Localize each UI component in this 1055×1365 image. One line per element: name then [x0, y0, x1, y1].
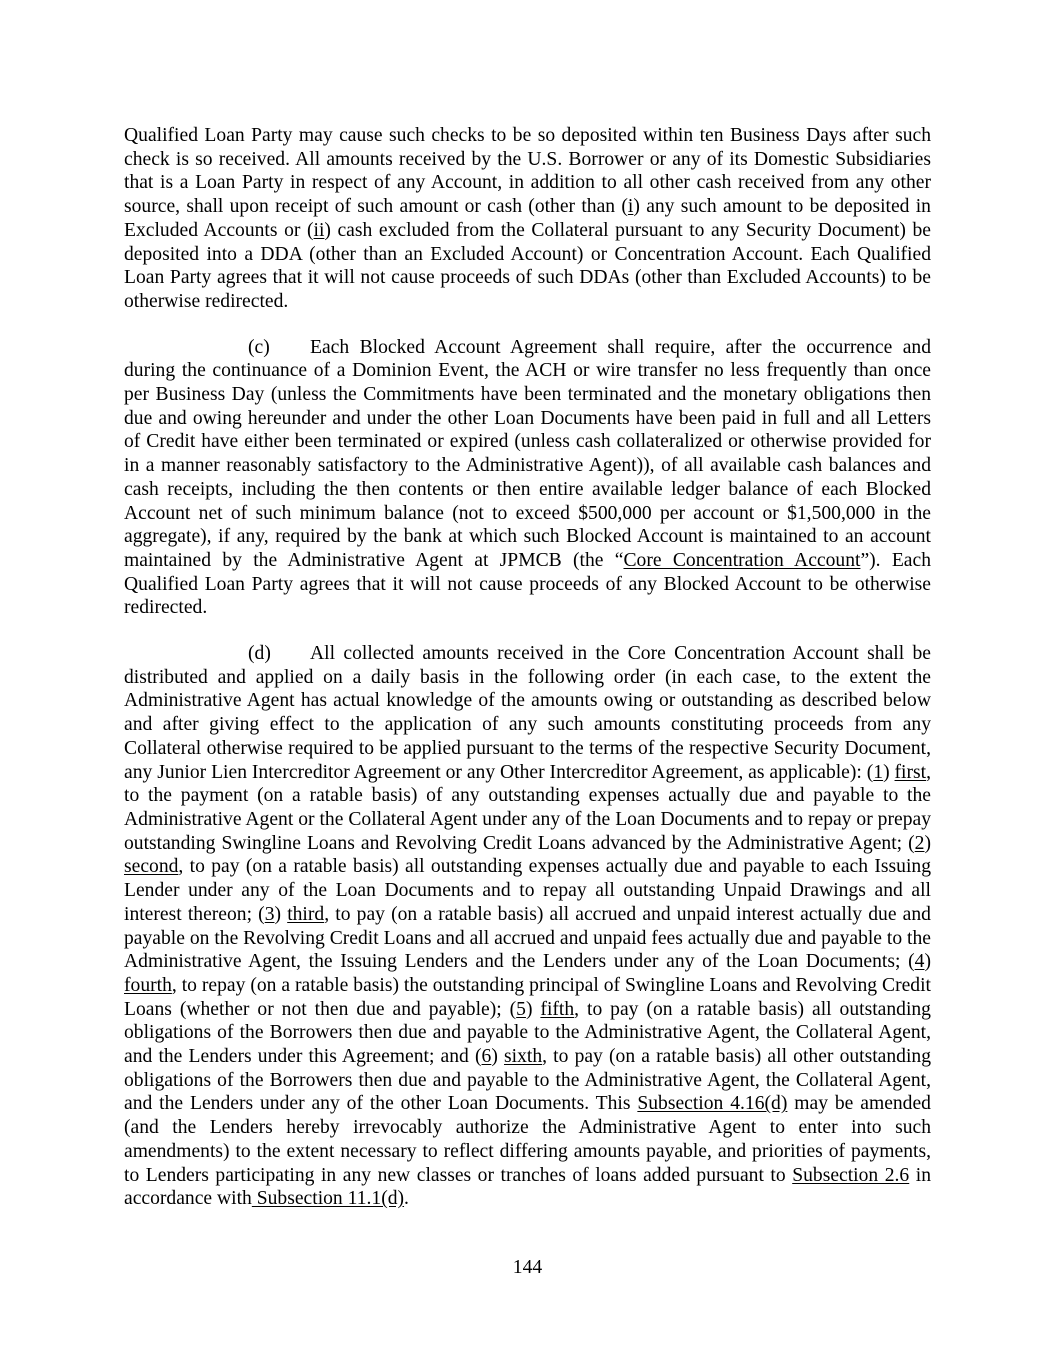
paragraph-continued — [124, 124, 931, 314]
order-word: sixth — [504, 1046, 543, 1068]
text: ) — [883, 761, 895, 783]
text: , to repay (on a ratable basis) the outstanding principal of Swingline Loans and Revolving Credit Loans (whether or not then due and payable); ( — [124, 974, 931, 1020]
paragraph-label: (c) — [248, 336, 270, 358]
item-number: 2 — [914, 832, 925, 854]
subsection-ref: Subsection 2.6 — [792, 1164, 910, 1186]
text: ) — [491, 1046, 505, 1068]
text: , to pay (on a ratable basis) all other outstanding obligations of the Borrowers then due and payable to the Administrative Agent, the Collateral Agent, and the Lenders under any of the other Loan Documents. This — [124, 1046, 932, 1115]
text: , to pay (on a ratable basis) all outstanding expenses actually due and payable to each Issuing Lender under any of the Loan Documents and to repay all outstanding Unpaid Drawings and all interest thereon; ( — [124, 856, 931, 925]
text: ) — [924, 951, 931, 973]
text: . — [404, 1188, 409, 1210]
text: , to pay (on a ratable basis) all accrued and unpaid interest actually due and payable on the Revolving Credit Loans and all accrued and unpaid fees actually due and payable to the Administrative Agent, the Issuing Lenders and the Lenders under any of the Loan Documents; ( — [124, 903, 931, 973]
order-word: first — [894, 761, 927, 783]
order-word: second — [124, 856, 179, 878]
paragraph-c — [124, 336, 931, 620]
text: , to the payment (on a ratable basis) of any outstanding expenses actually due and payable to the Administrative Agent or the Collateral Agent under any of the Loan Documents and to repay or prepay outstanding Swingline Loans and Revolving Credit Loans advanced by the Administrative Agent; ( — [124, 761, 931, 854]
text: , to pay (on a ratable basis) all outstanding obligations of the Borrowers then due and payable to the Administrative Agent, the Collateral Agent, and the Lenders under this Agreement; and ( — [124, 998, 931, 1068]
clause-ref: ii — [313, 219, 325, 241]
order-word: fifth — [540, 998, 575, 1020]
text: may be amended (and the Lenders hereby irrevocably authorize the Administrative Agent to enter into such amendments) to the extent necessary to reflect differing amounts payable, and priorities of payments, to Lenders participating in any new classes or tranches of loans added pursuant to — [124, 1093, 931, 1186]
text: Qualified Loan Party may cause such checks to be so deposited within ten Business Days after such check is so received. All amounts received by the U.S. Borrower or any of its Domestic Subsidiaries that is a Loan Party in respect of any Account, in addition to all other cash received from any other source, shall upon receipt of such amount or cash (other than ( — [124, 125, 931, 218]
item-number: 4 — [914, 951, 925, 973]
page-number: 144 — [512, 1257, 543, 1278]
text: Each Blocked Account Agreement shall require, after the occurrence and during the continuance of a Dominion Event, the ACH or wire transfer no less frequently than once per Business Day (unless the Commitments have been terminated and the monetary obligations then due and owing hereunder and under the other Loan Documents have been paid in full and all Letters of Credit have either been terminated or expired (unless cash collateralized or otherwise provided for in a manner reasonably satisfactory to the Administrative Agent)), of all available cash balances and cash receipts, including the then contents or then entire available ledger balance of each Blocked Account net of such minimum balance (not to exceed $500,000 per account or $1,500,000 in the aggregate), if any, required by the bank at which such Blocked Account is maintained to an account maintained by the Administrative Agent at JPMCB (the “ — [124, 336, 931, 571]
text: ) — [924, 832, 931, 854]
item-number: 5 — [516, 998, 526, 1020]
item-number: 6 — [481, 1046, 492, 1068]
item-number: 1 — [873, 761, 884, 783]
subsection-ref: Subsection 4.16(d) — [637, 1093, 788, 1115]
order-word: third — [287, 903, 325, 925]
text: All collected amounts received in the Core Concentration Account shall be distributed and applied on a daily basis in the following order (in each case, to the extent the Administrative Agent has actual knowledge of the amounts owing or outstanding as described below and after giving effect to the application of any such amounts constituting proceeds from any Collateral otherwise required to be applied pursuant to the terms of the respective Security Document, any Junior Lien Intercreditor Agreement or any Other Intercreditor Agreement, as applicable): ( — [124, 643, 931, 783]
text: ) — [274, 903, 288, 925]
text: ”). Each Qualified Loan Party agrees that it will not cause proceeds of any Blocked Account to be otherwise redirected. — [124, 549, 931, 619]
text: ) — [525, 998, 541, 1020]
defined-term: Core Concentration Account — [623, 549, 861, 571]
order-word: fourth — [124, 974, 172, 996]
text: ) cash excluded from the Collateral pursuant to any Security Document) be deposited into a DDA (other than an Excluded Account) or Concentration Account. Each Qualified Loan Party agrees that it will not cause proceeds of such DDAs (other than Excluded Accounts) to be otherwise redirected. — [124, 219, 931, 312]
subsection-ref: Subsection 11.1(d) — [251, 1188, 405, 1210]
paragraph-label: (d) — [248, 643, 271, 665]
item-number: 3 — [264, 903, 275, 925]
text: ) any such amount to be deposited in Excluded Accounts or ( — [124, 196, 931, 241]
text: in accordance with — [124, 1164, 932, 1210]
clause-ref: i — [627, 196, 634, 218]
paragraph-d — [124, 642, 931, 1211]
document-page — [124, 124, 931, 1211]
